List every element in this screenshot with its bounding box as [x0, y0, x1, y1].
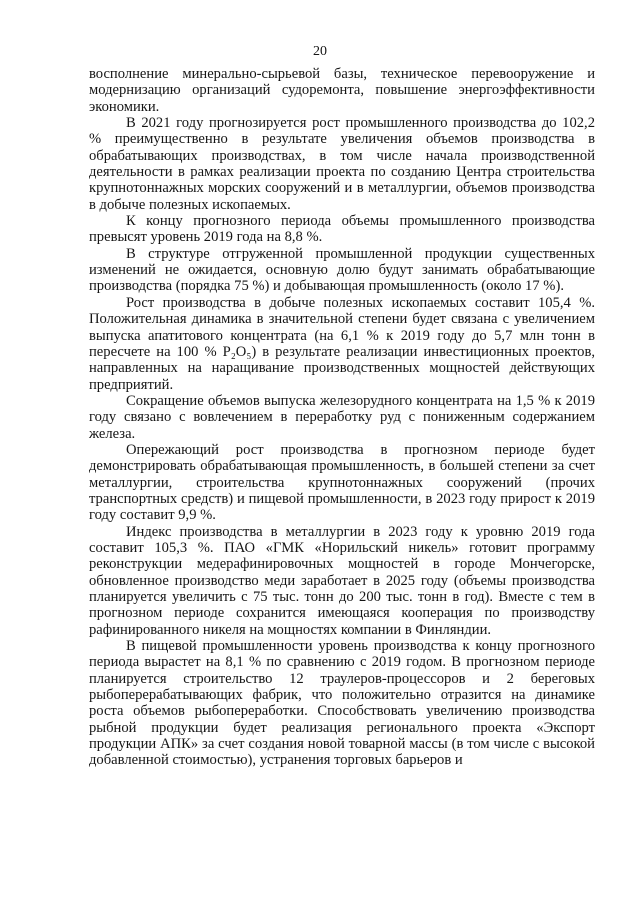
- paragraph-continuation: восполнение минерально-сырьевой базы, техническое перевооружение и модернизацию организаций судоремонта, повышение энергоэффективности экономики.: [89, 66, 595, 115]
- paragraph-end-of-period: К концу прогнозного периода объемы промышленного производства превысят уровень 2019 года на 8,8 %.: [89, 213, 595, 246]
- body-text: [89, 66, 595, 769]
- page-number: 20: [313, 44, 327, 59]
- paragraph-iron-ore: Сокращение объемов выпуска железорудного концентрата на 1,5 % к 2019 году связано с вовлечением в переработку руд с пониженным содержанием железа.: [89, 392, 595, 442]
- paragraph-structure: В структуре отгруженной промышленной продукции существенных изменений не ожидается, основную долю будут занимать обрабатывающие производства (порядка 75 %) и добывающая промышленность (около 17 %).: [89, 245, 595, 295]
- paragraph-food-industry: В пищевой промышленности уровень производства к концу прогнозного периода вырастет на 8,1 % по сравнению с 2019 годом. В прогнозном периоде планируется строительство 12 траулеров-процессоров и 2 береговых рыбоперерабатывающих фабрик, что положительно отразится на динамике роста объемов рыбопереработки. Способствовать увеличению производства рыбной продукции будет реализация регионального проекта «Экспорт продукции АПК» за счет создания новой товарной массы (в том числе с высокой добавленной стоимостью), устранения торговых барьеров и: [89, 638, 595, 769]
- paragraph-metallurgy: Индекс производства в металлургии в 2023 году к уровню 2019 года составит 105,3 %. ПАО «ГМК «Норильский никель» готовит программу реконструкции медерафинировочных мощностей в городе Мончегорске, обновленное производство меди заработает в 2025 году (объемы производства планируется увеличить с 75 тыс. тонн до 200 тыс. тонн в год). Вместе с тем в прогнозном периоде сохранится имеющаяся кооперация по производству рафинированного никеля на мощностях компании в Финляндии.: [89, 523, 595, 638]
- paragraph-manufacturing: Опережающий рост производства в прогнозном периоде будет демонстрировать обрабатывающая промышленность, в большей степени за счет металлургии, строительства крупнотоннажных сооружений (прочих транспортных средств) и пищевой промышленности, в 2023 году прирост к 2019 году составит 9,9 %.: [89, 441, 595, 524]
- paragraph-2021-forecast: В 2021 году прогнозируется рост промышленного производства до 102,2 % преимущественно в результате увеличения объемов производства в обрабатывающих производствах, в том числе начала производственной деятельности в рамках реализации проекта по созданию Центра строительства крупнотоннажных морских сооружений и в металлургии, объемов производства в добыче полезных ископаемых.: [89, 115, 595, 213]
- paragraph-mining-growth: Рост производства в добыче полезных ископаемых составит 105,4 %. Положительная динамика в значительной степени будет связана с увеличением выпуска апатитового концентрата (на 6,1 % к 2019 году до 5,7 млн тонн в пересчете на 100 % P₂O₅) в результате реализации инвестиционных проектов, направленных на наращивание производственных мощностей действующих предприятий.: [89, 294, 595, 393]
